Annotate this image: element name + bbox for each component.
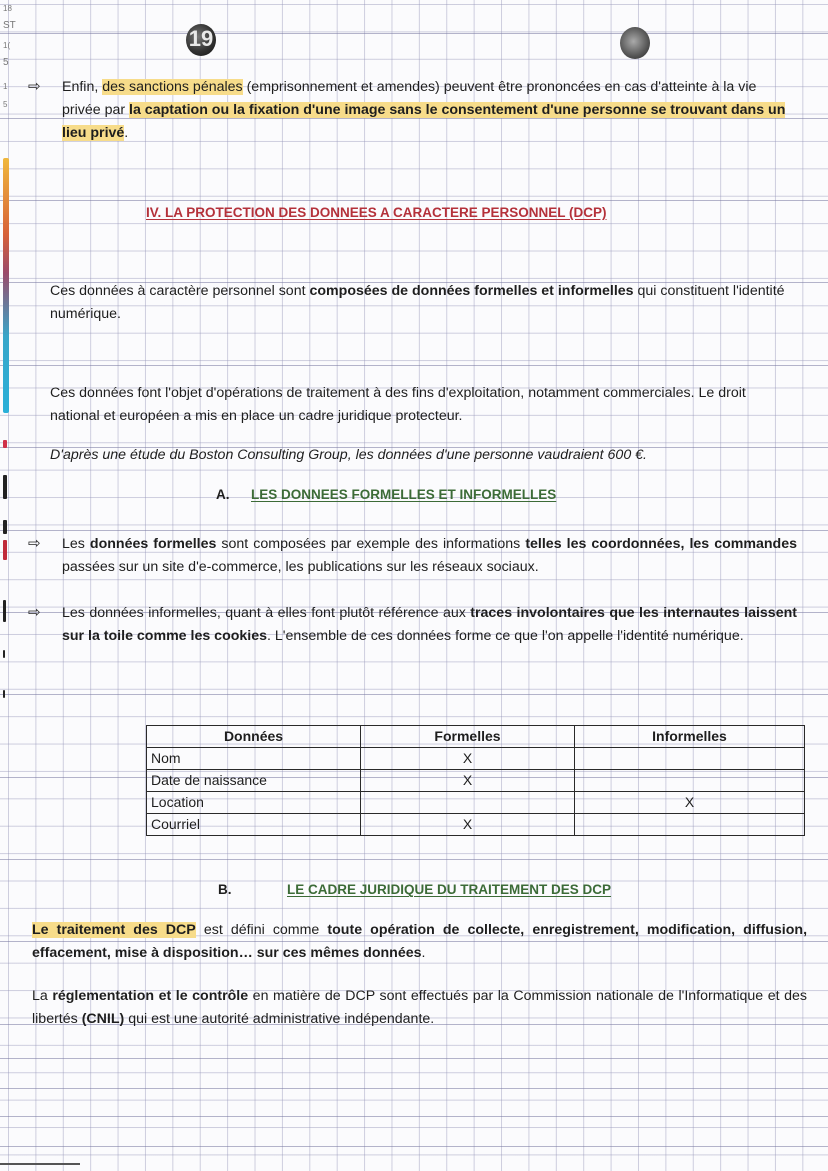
- informal-data-paragraph: Les données informelles, quant à elles font plutôt référence aux traces involontaires que les internautes laissent sur la toile comme les cookies. L'ensemble de ces données forme ce que l'on appelle l'identité numérique.: [62, 605, 797, 644]
- intro-paragraph: Enfin, des sanctions pénales (emprisonnement et amendes) peuvent être prononcées en cas d'atteinte à la vie privée par la captation ou la fixation d'une image sans le consentement d'une personne se trouvant dans un lieu privé.: [62, 79, 786, 141]
- grid-line: [0, 1058, 828, 1059]
- table-header-row: [147, 726, 805, 748]
- table-row: [147, 748, 805, 770]
- section-b-letter: B.: [218, 882, 232, 897]
- side-mark: [3, 690, 5, 698]
- column-header-donnees: Données: [147, 726, 361, 748]
- side-mark: [3, 650, 5, 658]
- side-mark: [3, 440, 7, 448]
- margin-mark: 18: [3, 4, 12, 13]
- grid-line: [0, 33, 828, 34]
- side-mark: [3, 475, 7, 499]
- page-number: 19: [188, 26, 214, 51]
- column-header-informelles: Informelles: [575, 726, 805, 748]
- grid-line: [0, 200, 828, 201]
- cell-formelles: X: [361, 814, 575, 836]
- grid-line: [0, 859, 828, 860]
- highlight-traitement: Le traitement des DCP: [32, 922, 196, 938]
- margin-mark: ST: [3, 20, 16, 31]
- side-mark: [3, 600, 6, 622]
- cell-informelles: [575, 748, 805, 770]
- binder-hole: [620, 27, 650, 59]
- cell-formelles: X: [361, 748, 575, 770]
- margin-mark: 1(: [3, 41, 11, 50]
- colored-tab-edge: [3, 158, 9, 413]
- section-b-paragraph-1: Le traitement des DCP est défini comme toute opération de collecte, enregistrement, modification, diffusion, effacement, mise à disposition… sur ces mêmes données.: [32, 922, 808, 961]
- section-iv-paragraph-2: Ces données font l'objet d'opérations de traitement à des fins d'exploitation, notamment commerciales. Le droit national et européen a mis en place un cadre juridique protecteur.: [50, 385, 746, 424]
- section-b-title: LE CADRE JURIDIQUE DU TRAITEMENT DES DCP: [287, 882, 612, 897]
- page-edge-mark: [0, 1163, 80, 1165]
- formal-data-paragraph: Les données formelles sont composées par exemple des informations telles les coordonnées, les commandes passées sur un site d'e-commerce, les publications sur les réseaux sociaux.: [62, 536, 797, 575]
- cell-label: Date de naissance: [147, 770, 361, 792]
- section-a-title: LES DONNEES FORMELLES ET INFORMELLES: [251, 487, 557, 502]
- grid-line: [0, 1088, 828, 1089]
- arrow-bullet-icon: ⇨: [28, 78, 41, 95]
- cell-formelles: [361, 792, 575, 814]
- highlight-captation: la captation ou la fixation d'une image sans le consentement d'une personne se trouvant dans un lieu privé: [62, 102, 786, 141]
- side-mark: [3, 540, 7, 560]
- data-classification-table: [146, 725, 805, 836]
- highlight-sanctions: des sanctions pénales: [102, 79, 243, 95]
- cell-informelles: [575, 814, 805, 836]
- cell-formelles: X: [361, 770, 575, 792]
- grid-line: [0, 1146, 828, 1147]
- arrow-bullet-icon: ⇨: [28, 604, 41, 621]
- margin-mark: 5: [3, 100, 8, 109]
- section-iv-title: IV. LA PROTECTION DES DONNEES A CARACTERE PERSONNEL (DCP): [146, 205, 607, 220]
- arrow-bullet-icon: ⇨: [28, 535, 41, 552]
- grid-line: [0, 530, 828, 531]
- grid-line: [0, 365, 828, 366]
- cell-label: Courriel: [147, 814, 361, 836]
- cell-label: Location: [147, 792, 361, 814]
- table-row: [147, 792, 805, 814]
- cell-informelles: [575, 770, 805, 792]
- grid-line: [0, 1116, 828, 1117]
- column-header-formelles: Formelles: [361, 726, 575, 748]
- table-row: [147, 770, 805, 792]
- section-b-paragraph-2: La réglementation et le contrôle en matière de DCP sont effectués par la Commission nationale de l'Informatique et des libertés (CNIL) qui est une autorité administrative indépendante.: [32, 988, 807, 1027]
- cell-label: Nom: [147, 748, 361, 770]
- margin-mark: 5: [3, 57, 9, 68]
- left-margin-strip: [0, 0, 14, 1171]
- grid-line: [0, 694, 828, 695]
- margin-mark: 1: [3, 82, 8, 91]
- section-iv-bcg-note: D'après une étude du Boston Consulting Group, les données d'une personne vaudraient 600 €.: [50, 447, 647, 463]
- side-mark: [3, 520, 7, 534]
- section-iv-paragraph-1: Ces données à caractère personnel sont composées de données formelles et informelles qui constituent l'identité numérique.: [50, 283, 785, 322]
- cell-informelles: X: [575, 792, 805, 814]
- table-row: [147, 814, 805, 836]
- binder-hole: [186, 24, 216, 56]
- section-a-letter: A.: [216, 487, 230, 502]
